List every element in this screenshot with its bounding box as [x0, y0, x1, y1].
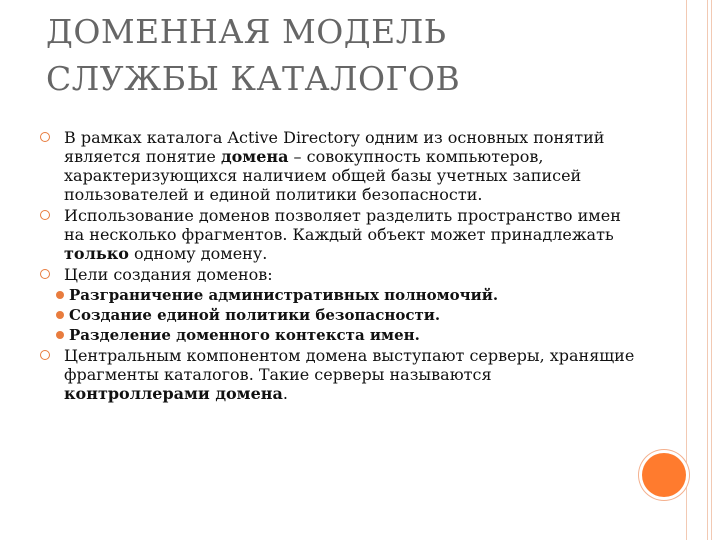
list-item	[40, 346, 640, 403]
slide-title	[46, 8, 666, 102]
list-item	[40, 265, 640, 284]
item-text: Использование доменов позволяет разделить пространство имен на несколько фрагментов. Каждый объект может принадлежать	[64, 206, 621, 244]
circle-bullet-icon	[40, 350, 50, 360]
sub-item-text: Разделение доменного контекста имен.	[69, 326, 420, 344]
item-text: Центральным компонентом домена выступают серверы, хранящие фрагменты каталогов. Такие серверы называются	[64, 346, 635, 384]
circle-bullet-icon	[40, 269, 50, 279]
list-item	[40, 206, 640, 263]
filled-dot-bullet-icon	[56, 311, 64, 319]
sub-list-item	[40, 286, 640, 305]
item-text-end: – совокупность компьютеров, характеризующихся наличием общей базы учетных записей пользователей и единой политики безопасности.	[64, 147, 582, 204]
right-border-strip	[686, 0, 708, 540]
item-bold: домена	[220, 147, 289, 166]
list-item	[40, 128, 640, 204]
sub-item-text: Создание единой политики безопасности.	[69, 306, 441, 324]
decorative-orange-circle	[642, 453, 686, 497]
filled-dot-bullet-icon	[56, 331, 64, 339]
item-text-end: одному домену.	[128, 244, 268, 263]
sub-item-text: Разграничение административных полномочий.	[69, 286, 499, 304]
item-bold: только	[64, 244, 129, 263]
sub-list-item	[40, 326, 640, 345]
item-bold: контроллерами домена	[64, 384, 283, 403]
filled-dot-bullet-icon	[56, 291, 64, 299]
right-border-line	[711, 0, 712, 540]
title-line-2: СЛУЖБЫ КАТАЛОГОВ	[46, 59, 461, 98]
item-text-end: .	[282, 384, 288, 403]
item-text: В рамках каталога Active Directory одним из основных понятий является понятие	[64, 128, 605, 166]
item-text: Цели создания доменов:	[64, 265, 273, 284]
title-line-1: ДОМЕННАЯ МОДЕЛЬ	[46, 12, 447, 51]
circle-bullet-icon	[40, 132, 50, 142]
sub-list-item	[40, 306, 640, 325]
content-list	[40, 128, 640, 405]
circle-bullet-icon	[40, 210, 50, 220]
